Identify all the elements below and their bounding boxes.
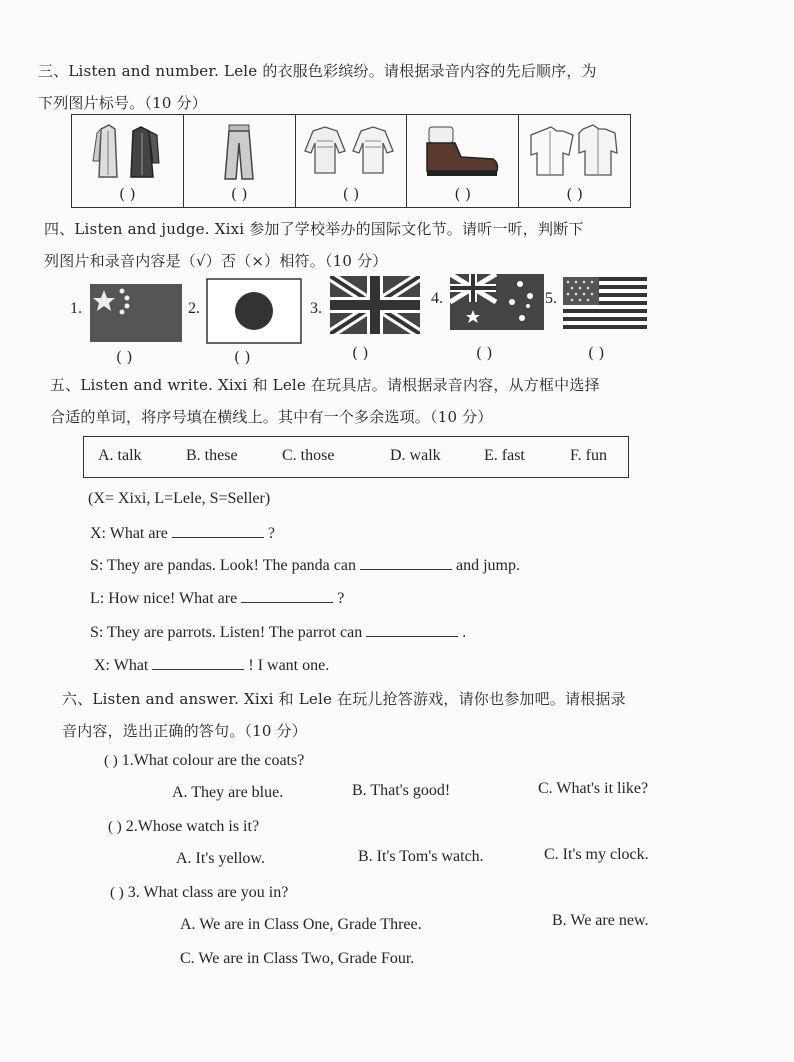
china-flag-icon <box>90 284 182 342</box>
sweaters-icon <box>303 121 399 183</box>
trousers-icon <box>209 121 269 183</box>
section6-heading-line2: 音内容，选出正确的答句。（10 分） <box>62 722 307 740</box>
answer-paren[interactable]: ( ) <box>454 185 472 203</box>
clothes-cell-2 <box>184 115 296 207</box>
question-2: ( ) 2.Whose watch is it? <box>108 818 260 835</box>
flag-answer-paren-4[interactable]: ( ) <box>476 344 493 362</box>
dialogue-line-4: S: They are parrots. Listen! The parrot can . <box>90 624 467 641</box>
fill-blank[interactable] <box>152 655 244 670</box>
question-1-option-c: C. What's it like? <box>538 780 649 797</box>
question-3-option-c: C. We are in Class Two, Grade Four. <box>180 950 415 967</box>
answer-paren[interactable]: ( ) <box>342 185 360 203</box>
shoes-icon <box>421 121 505 183</box>
dialogue-line-3: L: How nice! What are ? <box>90 590 345 607</box>
word-option: C. those <box>282 447 335 464</box>
usa-flag-icon <box>563 277 647 329</box>
section4-heading-line2: 列图片和录音内容是（√）否（×）相符。（10 分） <box>44 252 388 270</box>
section3-heading-line1: 三、Listen and number. Lele 的衣服色彩缤纷。请根据录音内容的先后顺序，为 <box>38 62 597 80</box>
question-3-option-b: B. We are new. <box>552 912 649 929</box>
question-2-option-a: A. It's yellow. <box>176 850 265 867</box>
flag-answer-paren-1[interactable]: ( ) <box>116 348 133 366</box>
flag-number-4: 4. <box>431 290 443 307</box>
word-option: F. fun <box>570 447 607 464</box>
fill-blank[interactable] <box>366 622 458 637</box>
question-2-option-c: C. It's my clock. <box>544 846 649 863</box>
fill-blank[interactable] <box>360 555 452 570</box>
clothes-cell-4 <box>407 115 519 207</box>
answer-paren[interactable]: ( ) <box>230 185 248 203</box>
answer-paren[interactable]: ( ) <box>108 819 122 835</box>
shirts-icon <box>529 121 621 183</box>
question-3: ( ) 3. What class are you in? <box>110 884 289 901</box>
word-option: A. talk <box>98 447 142 464</box>
word-option: E. fast <box>484 447 525 464</box>
word-option: B. these <box>186 447 238 464</box>
flag-answer-paren-5[interactable]: ( ) <box>588 344 605 362</box>
answer-paren[interactable]: ( ) <box>110 885 124 901</box>
flag-number-3: 3. <box>310 300 322 317</box>
dialogue-line-2: S: They are pandas. Look! The panda can and jump. <box>90 557 520 574</box>
dialogue-line-1: X: What are ? <box>90 525 275 542</box>
question-1-option-a: A. They are blue. <box>172 784 284 801</box>
question-3-option-a: A. We are in Class One, Grade Three. <box>180 916 422 933</box>
clothes-cell-1 <box>72 115 184 207</box>
flag-number-1: 1. <box>70 300 82 317</box>
question-2-option-b: B. It's Tom's watch. <box>358 848 484 865</box>
coats-icon <box>87 121 167 183</box>
word-option: D. walk <box>390 447 441 464</box>
clothes-cell-3 <box>296 115 408 207</box>
clothes-cell-5 <box>519 115 630 207</box>
question-1: ( ) 1.What colour are the coats? <box>104 752 305 769</box>
dialogue-line-5: X: What ! I want one. <box>94 657 330 674</box>
clothes-picture-table <box>71 114 631 208</box>
section5-heading-line2: 合适的单词，将序号填在横线上。其中有一个多余选项。（10 分） <box>50 408 493 426</box>
flag-number-5: 5. <box>545 290 557 307</box>
australia-flag-icon <box>450 274 544 330</box>
flag-answer-paren-2[interactable]: ( ) <box>234 348 251 366</box>
speaker-legend: (X= Xixi, L=Lele, S=Seller) <box>88 490 271 507</box>
fill-blank[interactable] <box>172 523 264 538</box>
japan-flag-icon <box>206 278 302 344</box>
section4-heading-line1: 四、Listen and judge. Xixi 参加了学校举办的国际文化节。请听一听，判断下 <box>44 220 584 238</box>
answer-paren[interactable]: ( ) <box>119 185 136 203</box>
answer-paren[interactable]: ( ) <box>104 753 118 769</box>
uk-flag-icon <box>330 276 420 334</box>
section6-heading-line1: 六、Listen and answer. Xixi 和 Lele 在玩儿抢答游戏，请你也参加吧。请根据录 <box>62 690 626 708</box>
section3-heading-line2: 下列图片标号。（10 分） <box>38 94 207 112</box>
word-options-box <box>83 436 629 478</box>
fill-blank[interactable] <box>241 588 333 603</box>
answer-paren[interactable]: ( ) <box>566 185 583 203</box>
question-1-option-b: B. That's good! <box>352 782 451 799</box>
flag-answer-paren-3[interactable]: ( ) <box>352 344 369 362</box>
flag-number-2: 2. <box>188 300 200 317</box>
section5-heading-line1: 五、Listen and write. Xixi 和 Lele 在玩具店。请根据录音内容，从方框中选择 <box>50 376 600 394</box>
